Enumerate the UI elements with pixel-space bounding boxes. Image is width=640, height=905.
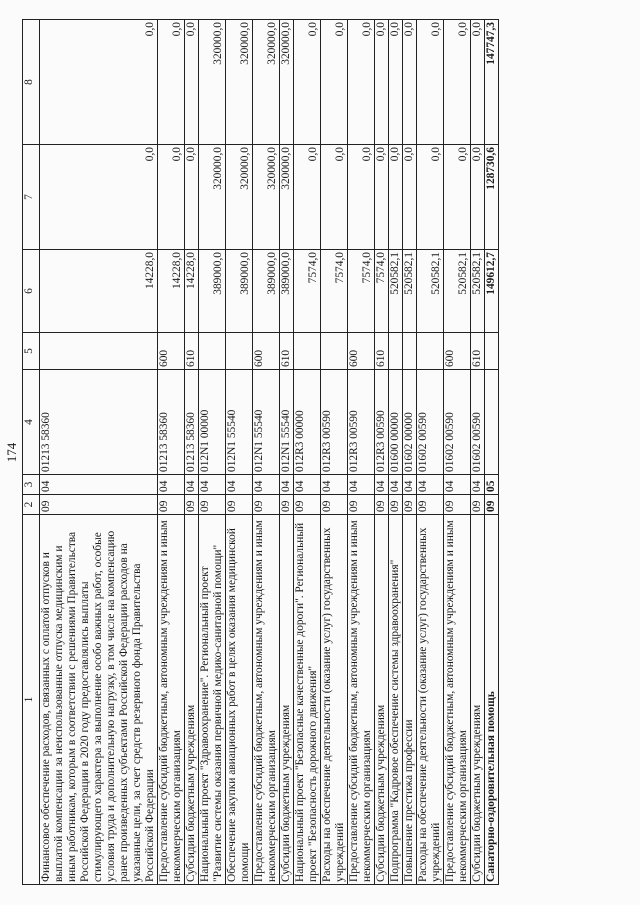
expense-type-cell: 610 (280, 333, 294, 370)
amount-year2-cell: 0,0 (471, 145, 485, 250)
section-code-cell: 09 (321, 495, 348, 515)
row-name-cell: Субсидии бюджетным учреждениям (375, 515, 389, 885)
expense-type-cell (417, 333, 444, 370)
row-name-cell: Обеспечение закупки авиационных работ в целях оказания медицинской помощи (226, 515, 253, 885)
amount-year1-cell: 389000,0 (280, 250, 294, 333)
amount-year3-cell: 0,0 (375, 20, 389, 145)
table-row (444, 20, 471, 885)
target-article-cell: 012N1 55540 (280, 370, 294, 475)
target-article-cell: 01602 00590 (417, 370, 444, 475)
amount-year3-cell: 0,0 (348, 20, 375, 145)
subsection-code-cell: 04 (158, 475, 185, 495)
row-name-cell: Национальный проект "Безопасные качественные дороги". Региональный проект "Безопасность дорожного движения" (294, 515, 321, 885)
expense-type-cell (321, 333, 348, 370)
amount-year3-cell: 320000,0 (199, 20, 226, 145)
row-name-cell: Санаторно-оздоровительная помощь (485, 515, 499, 885)
row-name-cell: Национальный проект "Здравоохранение". Региональный проект "Развитие системы оказания первичной медико-санитарной помощи" (199, 515, 226, 885)
amount-year2-cell: 0,0 (294, 145, 321, 250)
table-row (40, 20, 158, 885)
section-code-cell: 09 (40, 495, 158, 515)
subsection-code-cell: 04 (389, 475, 403, 495)
amount-year3-cell: 0,0 (471, 20, 485, 145)
budget-table (22, 19, 499, 885)
subsection-code-cell: 04 (321, 475, 348, 495)
amount-year1-cell: 520582,1 (444, 250, 471, 333)
table-row (389, 20, 403, 885)
target-article-cell: 01602 00590 (471, 370, 485, 475)
subsection-code-cell: 04 (40, 475, 158, 495)
amount-year3-cell: 0,0 (158, 20, 185, 145)
expense-type-cell: 610 (471, 333, 485, 370)
table-row (253, 20, 280, 885)
target-article-cell: 01602 00000 (403, 370, 417, 475)
amount-year3-cell: 320000,0 (253, 20, 280, 145)
target-article-cell: 012N1 00000 (199, 370, 226, 475)
subsection-code-cell: 04 (280, 475, 294, 495)
amount-year2-cell: 320000,0 (199, 145, 226, 250)
row-name-cell: Финансовое обеспечение расходов, связанных с оплатой отпусков и выплатой компенсации за неиспользованные отпуска медицинским и иным работникам, которым в соответствии с решениями Правительства Российской Федерации в 2020 году предоставлялись выплаты стимулирующего характера за выполнение особо важных работ, особые условия труда и дополнительную нагрузку, в том числе на компенсацию ранее произведенных субъектами Российской Федерации расходов на указанные цели, за счет средств резервного фонда Правительства Российской Федерации (40, 515, 158, 885)
target-article-cell: 01602 00590 (444, 370, 471, 475)
column-header: 2 (23, 495, 40, 515)
amount-year2-cell: 320000,0 (226, 145, 253, 250)
expense-type-cell (40, 333, 158, 370)
column-header: 8 (23, 20, 40, 145)
section-code-cell: 09 (485, 495, 499, 515)
target-article-cell (485, 370, 499, 475)
row-name-cell: Повышение престижа профессии (403, 515, 417, 885)
expense-type-cell (199, 333, 226, 370)
subsection-code-cell: 04 (226, 475, 253, 495)
table-row (417, 20, 444, 885)
amount-year3-cell: 147747,3 (485, 20, 499, 145)
amount-year3-cell: 0,0 (403, 20, 417, 145)
table-row (485, 20, 499, 885)
row-name-cell: Предоставление субсидий бюджетным, автономным учреждениям и иным некоммерческим организациям (158, 515, 185, 885)
table-row (158, 20, 185, 885)
amount-year2-cell: 0,0 (348, 145, 375, 250)
expense-type-cell (294, 333, 321, 370)
amount-year2-cell: 0,0 (375, 145, 389, 250)
amount-year3-cell: 0,0 (321, 20, 348, 145)
column-header: 7 (23, 145, 40, 250)
amount-year2-cell: 128730,6 (485, 145, 499, 250)
amount-year1-cell: 389000,0 (226, 250, 253, 333)
subsection-code-cell: 04 (199, 475, 226, 495)
amount-year1-cell: 7574,0 (294, 250, 321, 333)
target-article-cell: 012N1 55540 (253, 370, 280, 475)
expense-type-cell: 600 (444, 333, 471, 370)
subsection-code-cell: 04 (375, 475, 389, 495)
amount-year1-cell: 389000,0 (253, 250, 280, 333)
section-code-cell: 09 (471, 495, 485, 515)
expense-type-cell: 600 (158, 333, 185, 370)
table-row (199, 20, 226, 885)
amount-year1-cell: 520582,1 (389, 250, 403, 333)
amount-year3-cell: 0,0 (417, 20, 444, 145)
target-article-cell: 01213 58360 (40, 370, 158, 475)
amount-year2-cell: 0,0 (40, 145, 158, 250)
amount-year2-cell: 320000,0 (253, 145, 280, 250)
table-row (294, 20, 321, 885)
section-code-cell: 09 (403, 495, 417, 515)
row-name-cell: Расходы на обеспечение деятельности (оказание услуг) государственных учреждений (417, 515, 444, 885)
amount-year2-cell: 0,0 (403, 145, 417, 250)
amount-year1-cell: 520582,1 (403, 250, 417, 333)
target-article-cell: 012R3 00590 (321, 370, 348, 475)
subsection-code-cell: 04 (403, 475, 417, 495)
table-row (280, 20, 294, 885)
amount-year2-cell: 0,0 (185, 145, 199, 250)
subsection-code-cell: 04 (471, 475, 485, 495)
table-row (321, 20, 348, 885)
section-code-cell: 09 (280, 495, 294, 515)
amount-year1-cell: 520582,1 (417, 250, 444, 333)
subsection-code-cell: 04 (253, 475, 280, 495)
target-article-cell: 012R3 00590 (348, 370, 375, 475)
table-header-row (23, 20, 40, 885)
row-name-cell: Предоставление субсидий бюджетным, автономным учреждениям и иным некоммерческим организациям (444, 515, 471, 885)
amount-year1-cell: 14228,0 (158, 250, 185, 333)
amount-year1-cell: 14228,0 (40, 250, 158, 333)
target-article-cell: 012R3 00590 (375, 370, 389, 475)
column-header: 4 (23, 370, 40, 475)
section-code-cell: 09 (199, 495, 226, 515)
row-name-cell: Предоставление субсидий бюджетным, автономным учреждениям и иным некоммерческим организациям (348, 515, 375, 885)
amount-year1-cell: 149612,7 (485, 250, 499, 333)
subsection-code-cell: 04 (294, 475, 321, 495)
amount-year3-cell: 320000,0 (280, 20, 294, 145)
table-row (471, 20, 485, 885)
amount-year2-cell: 320000,0 (280, 145, 294, 250)
section-code-cell: 09 (389, 495, 403, 515)
amount-year1-cell: 14228,0 (185, 250, 199, 333)
amount-year1-cell: 7574,0 (375, 250, 389, 333)
section-code-cell: 09 (226, 495, 253, 515)
amount-year3-cell: 320000,0 (226, 20, 253, 145)
amount-year2-cell: 0,0 (444, 145, 471, 250)
section-code-cell: 09 (375, 495, 389, 515)
target-article-cell: 012R3 00000 (294, 370, 321, 475)
table-row (185, 20, 199, 885)
expense-type-cell: 610 (185, 333, 199, 370)
expense-type-cell (226, 333, 253, 370)
amount-year1-cell: 7574,0 (321, 250, 348, 333)
amount-year2-cell: 0,0 (389, 145, 403, 250)
amount-year2-cell: 0,0 (417, 145, 444, 250)
target-article-cell: 01600 00000 (389, 370, 403, 475)
table-row (375, 20, 389, 885)
expense-type-cell (403, 333, 417, 370)
section-code-cell: 09 (348, 495, 375, 515)
amount-year3-cell: 0,0 (185, 20, 199, 145)
amount-year2-cell: 0,0 (321, 145, 348, 250)
subsection-code-cell: 04 (348, 475, 375, 495)
section-code-cell: 09 (158, 495, 185, 515)
row-name-cell: Субсидии бюджетным учреждениям (471, 515, 485, 885)
amount-year3-cell: 0,0 (40, 20, 158, 145)
column-header: 3 (23, 475, 40, 495)
expense-type-cell: 600 (348, 333, 375, 370)
row-name-cell: Субсидии бюджетным учреждениям (280, 515, 294, 885)
row-name-cell: Предоставление субсидий бюджетным, автономным учреждениям и иным некоммерческим организациям (253, 515, 280, 885)
subsection-code-cell: 04 (185, 475, 199, 495)
section-code-cell: 09 (444, 495, 471, 515)
column-header: 1 (23, 515, 40, 885)
target-article-cell: 012N1 55540 (226, 370, 253, 475)
amount-year3-cell: 0,0 (444, 20, 471, 145)
target-article-cell: 01213 58360 (158, 370, 185, 475)
amount-year1-cell: 389000,0 (199, 250, 226, 333)
expense-type-cell (389, 333, 403, 370)
table-row (348, 20, 375, 885)
amount-year2-cell: 0,0 (158, 145, 185, 250)
target-article-cell: 01213 58360 (185, 370, 199, 475)
page-number: 174 (4, 442, 19, 463)
amount-year3-cell: 0,0 (389, 20, 403, 145)
amount-year1-cell: 7574,0 (348, 250, 375, 333)
amount-year1-cell: 520582,1 (471, 250, 485, 333)
section-code-cell: 09 (294, 495, 321, 515)
subsection-code-cell: 05 (485, 475, 499, 495)
section-code-cell: 09 (253, 495, 280, 515)
column-header: 6 (23, 250, 40, 333)
row-name-cell: Субсидии бюджетным учреждениям (185, 515, 199, 885)
section-code-cell: 09 (185, 495, 199, 515)
amount-year3-cell: 0,0 (294, 20, 321, 145)
subsection-code-cell: 04 (444, 475, 471, 495)
expense-type-cell (485, 333, 499, 370)
section-code-cell: 09 (417, 495, 444, 515)
expense-type-cell: 610 (375, 333, 389, 370)
expense-type-cell: 600 (253, 333, 280, 370)
column-header: 5 (23, 333, 40, 370)
row-name-cell: Расходы на обеспечение деятельности (оказание услуг) государственных учреждений (321, 515, 348, 885)
row-name-cell: Подпрограмма "Кадровое обеспечение системы здравоохранения" (389, 515, 403, 885)
subsection-code-cell: 04 (417, 475, 444, 495)
table-row (403, 20, 417, 885)
table-row (226, 20, 253, 885)
